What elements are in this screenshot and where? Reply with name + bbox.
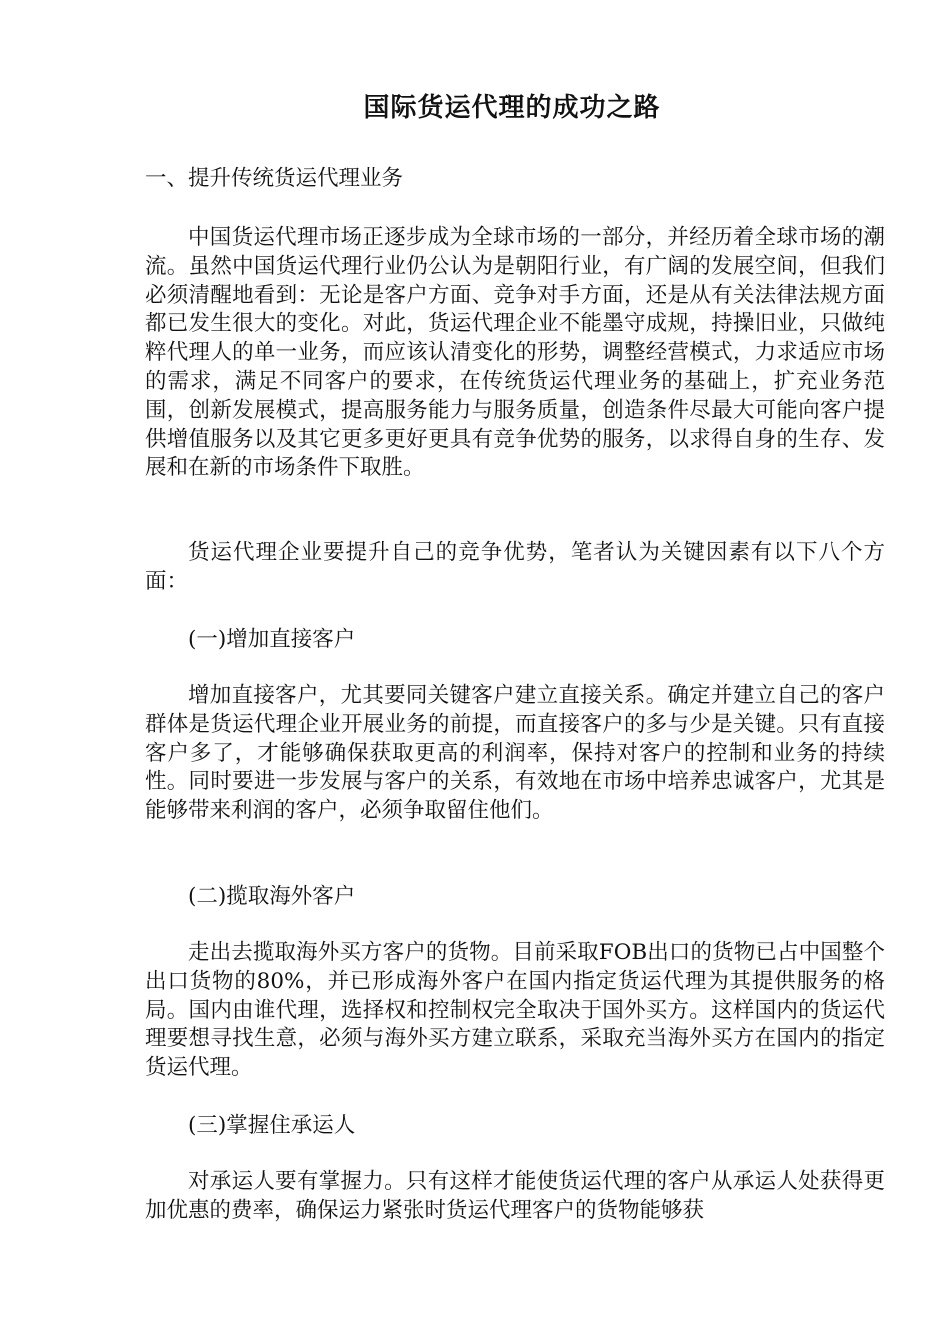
document-title: 国际货运代理的成功之路 — [363, 93, 661, 123]
subsection-heading: (一)增加直接客户 — [188, 627, 356, 652]
subsection-heading: (二)揽取海外客户 — [188, 884, 356, 909]
paragraph: 中国货运代理市场正逐步成为全球市场的一部分，并经历着全球市场的潮流。虽然中国货运代理行业仍公认为是朝阳行业，有广阔的发展空间，但我们必须清醒地看到：无论是客户方面、竞争对手方面，还是从有关法律法规方面都已发生很大的变化。对此，货运代理企业不能墨守成规，持操旧业，只做纯粹代理人的单一业务，而应该认清变化的形势，调整经营模式，力求适应市场的需求，满足不同客户的要求，在传统货运代理业务的基础上，扩充业务范围，创新发展模式，提高服务能力与服务质量，创造条件尽最大可能向客户提供增值服务以及其它更多更好更具有竞争优势的服务，以求得自身的生存、发展和在新的市场条件下取胜。 — [145, 225, 885, 481]
subsection-heading: (三)掌握住承运人 — [188, 1113, 356, 1138]
section-heading: 一、提升传统货运代理业务 — [145, 166, 404, 191]
paragraph: 货运代理企业要提升自己的竞争优势，笔者认为关键因素有以下八个方面： — [145, 540, 885, 594]
paragraph: 走出去揽取海外买方客户的货物。目前采取FOB出口的货物已占中国整个出口货物的80%，并已形成海外客户在国内指定货运代理为其提供服务的格局。国内由谁代理，选择权和控制权完全取决于国外买方。这样国内的货运代理要想寻找生意，必须与海外买方建立联系，采取充当海外买方在国内的指定货运代理。 — [145, 940, 885, 1081]
paragraph: 增加直接客户，尤其要同关键客户建立直接关系。确定并建立自己的客户群体是货运代理企业开展业务的前提，而直接客户的多与少是关键。只有直接客户多了，才能够确保获取更高的利润率，保持对客户的控制和业务的持续性。同时要进一步发展与客户的关系，有效地在市场中培养忠诚客户，尤其是能够带来利润的客户，必须争取留住他们。 — [145, 683, 885, 824]
paragraph: 对承运人要有掌握力。只有这样才能使货运代理的客户从承运人处获得更加优惠的费率，确保运力紧张时货运代理客户的货物能够获 — [145, 1169, 885, 1223]
